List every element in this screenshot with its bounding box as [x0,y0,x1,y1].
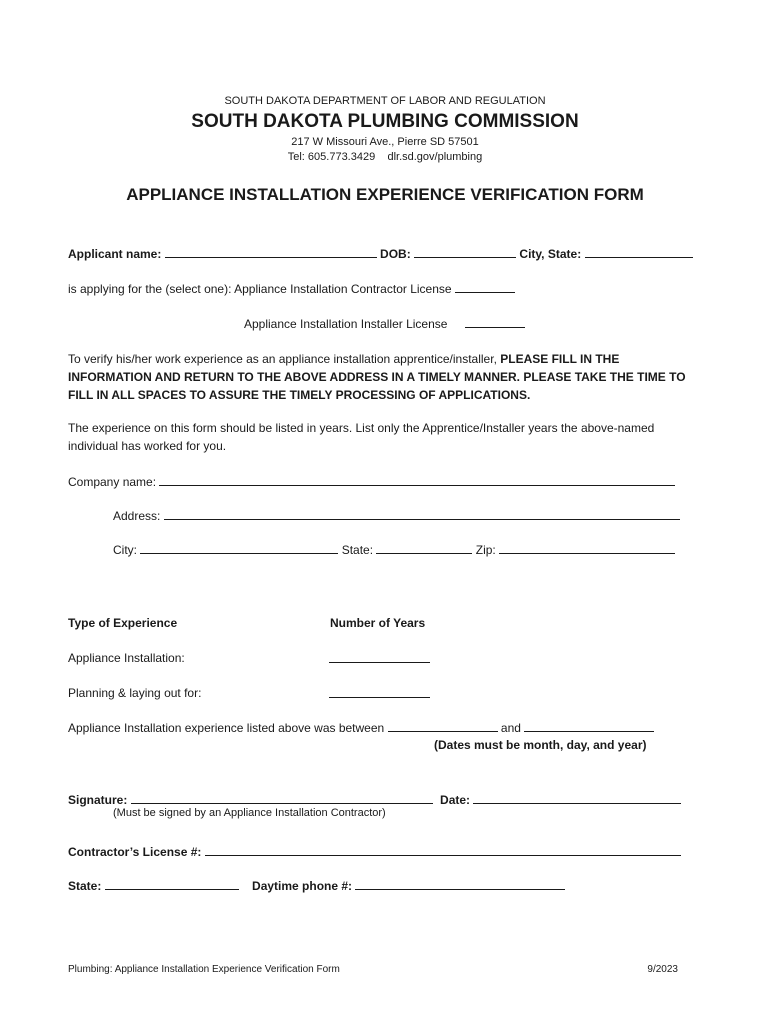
applicant-row [68,246,693,261]
contact-line [0,151,770,163]
commission-website[interactable]: dlr.sd.gov/plumbing [387,151,483,163]
signature-label: Signature: [68,793,128,807]
dates-note: (Dates must be month, day, and year) [434,738,647,752]
daytime-phone-field[interactable] [355,876,565,890]
instructions-emphasis: PLEASE FILL IN THE INFORMATION AND RETURN TO THE ABOVE ADDRESS IN A TIMELY MANNER. PLEASE TAKE THE TIME TO FILL IN ALL SPACES TO ASSURE THE TIMELY PROCESSING OF APPLICATIONS. [68,352,686,402]
company-city-label: City: [113,543,137,557]
commission-address: 217 W Missouri Ave., Pierre SD 57501 [291,136,479,148]
signed-by-note: (Must be signed by an Appliance Installation Contractor) [113,807,386,819]
commission-phone: Tel: 605.773.3429 [287,151,376,163]
company-address-field[interactable] [164,506,680,520]
contractor-state-phone-row [68,876,565,893]
type-of-experience-header: Type of Experience [68,616,178,630]
and-label: and [500,721,521,735]
installation-years-row [329,651,430,666]
between-label: Appliance Installation experience listed above was between [68,721,385,735]
footer-revision: 9/2023 [647,964,678,975]
dob-label: DOB: [380,247,411,261]
contractor-state-label: State: [68,879,102,893]
experience-row-planning: Planning & laying out for: [68,686,202,700]
commission-name: SOUTH DAKOTA PLUMBING COMMISSION [191,111,579,132]
planning-years-field[interactable] [329,686,430,698]
option-installer-label: Appliance Installation Installer License [244,317,448,331]
company-name-row [68,472,675,489]
department-name: SOUTH DAKOTA DEPARTMENT OF LABOR AND REGULATION [224,95,546,107]
form-title: APPLIANCE INSTALLATION EXPERIENCE VERIFICATION FORM [126,185,644,204]
experience-instructions: The experience on this form should be listed in years. List only the Apprentice/Installer years the above-named individual has worked for you. [68,421,655,453]
signature-row [68,790,681,807]
planning-years-row [329,686,430,701]
company-state-label: State: [341,543,374,557]
footer-form-name: Plumbing: Appliance Installation Experience Verification Form [68,964,340,975]
city-state-label: City, State: [519,247,582,261]
instructions-text: To verify his/her work experience as an appliance installation apprentice/installer, [68,352,501,366]
dob-field[interactable] [414,246,516,258]
applicant-name-field[interactable] [165,246,377,258]
contractor-license-field[interactable] [205,842,681,856]
contractor-license-label: Contractor’s License #: [68,845,202,859]
company-address-row [113,506,680,523]
number-of-years-header: Number of Years [330,616,426,630]
city-state-field[interactable] [585,246,693,258]
license-installer-row [244,316,525,331]
company-zip-label: Zip: [475,543,496,557]
installation-years-field[interactable] [329,651,430,663]
signature-field[interactable] [131,790,433,804]
contractor-license-row [68,842,681,859]
instructions-paragraph [68,350,698,404]
experience-row-installation: Appliance Installation: [68,651,185,665]
license-select-intro: is applying for the (select one): [68,282,232,296]
company-city-row [113,540,675,557]
company-city-field[interactable] [140,540,338,554]
experience-dates-row [68,720,654,735]
daytime-phone-label: Daytime phone #: [252,879,353,893]
company-name-label: Company name: [68,475,157,489]
company-name-field[interactable] [159,472,675,486]
option-installer-blank[interactable] [465,316,525,328]
applicant-name-label: Applicant name: [68,247,162,261]
company-address-label: Address: [113,509,161,523]
signature-date-label: Date: [440,793,471,807]
company-state-field[interactable] [376,540,472,554]
start-date-field[interactable] [388,720,498,732]
contractor-state-field[interactable] [105,876,239,890]
end-date-field[interactable] [524,720,654,732]
company-zip-field[interactable] [499,540,675,554]
signature-date-field[interactable] [473,790,681,804]
license-contractor-row [68,281,515,296]
option-contractor-blank[interactable] [455,281,515,293]
option-contractor-label: Appliance Installation Contractor License [234,282,452,296]
